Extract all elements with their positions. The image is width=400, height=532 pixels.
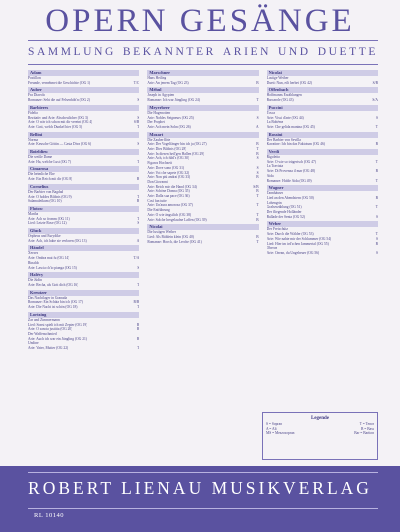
composer-section [147,87,258,102]
contents-columns [28,70,378,462]
item-title: Arie: Ozean, du Ungeheuer (OG 56) [266,250,320,255]
composer-heading: Marschner [147,70,258,76]
legend-row [266,431,374,436]
item-title: Così fan tutte [147,198,167,203]
legend-entry: Bar = Bariton [354,431,374,436]
item-title: Arie: Die Nacht ist schön (OG 18) [28,305,78,310]
composer-section [28,290,139,310]
list-item [28,199,139,204]
item-title: Barcarole (OG 43) [266,98,294,103]
item-voice: B [375,169,378,174]
list-item [28,239,139,244]
item-title: Arie: Wie nahte mir der Schlummer (OG 54) [266,236,332,241]
item-title: Arie: O holdes Bildnis (OG 9) [28,194,72,199]
item-title: Lustige Weiber [266,76,289,80]
composer-heading: Meyerbeer [147,105,258,111]
item-title: Arie: Vater, Mutter (OG 22) [28,346,69,351]
contents-column-3 [267,70,378,462]
item-title: Arie: Non più andrai (OG 33) [147,175,191,180]
item-voice: B [136,327,140,332]
list-item [267,125,378,130]
list-item [28,98,139,103]
item-title: Der Barbier von Sevilla [266,137,301,142]
item-title: Arie: Nobles Seigneurs (OG 25) [147,115,194,120]
footer-band [0,466,400,532]
item-title: Arie: O wie ängstlich (OG 38) [147,212,192,217]
item-voice: S [375,250,378,255]
list-item [28,142,139,147]
item-title: Arie: In diesen heil'gen Hallen (OG 29) [147,151,205,156]
item-voice: B [256,142,259,147]
composer-section [28,105,139,130]
item-title: Arie: O wie so trügerisch (OG 47) [266,159,316,164]
list-item [267,98,378,103]
item-title: Die Entführung [147,208,170,213]
item-title: Arie: Ha, welche Lust (OG 7) [28,159,71,164]
composer-heading: Méhul [147,87,258,93]
item-title: Lied an den Abendstern (OG 50) [266,195,314,200]
item-title: Die lustigen Weiber [147,230,176,235]
item-title: Hans Heiling [147,76,167,80]
item-voice: B [136,177,140,182]
item-title: Romanze: Seht die auf Felsenhöh'n (OG 2) [28,98,90,103]
composer-heading: Rossini [267,132,378,138]
item-voice: S [256,156,259,161]
item-voice: T [256,147,259,152]
item-title: Arie: Recha, als Gott dich (OG 16) [28,282,79,287]
item-title: Arie: Durch die Wälder (OG 53) [266,232,314,237]
item-title: Orpheus und Eurydike [28,234,61,239]
list-item [28,346,139,351]
item-title: Das Nachtlager in Granada [28,295,68,300]
item-voice: T [256,239,259,244]
list-item [28,221,139,226]
item-title: Oberon [266,246,278,251]
item-voice: T [256,203,259,208]
item-title: Arie: Vissi d'arte (OG 44) [266,115,304,120]
item-title: Arie: Che gelida manina (OG 45) [266,124,315,129]
composer-heading: Adam [28,70,139,76]
item-voice: A [136,238,140,243]
item-voice: B [136,336,140,341]
item-title: Die weiße Dame [28,155,53,160]
composer-section [267,132,378,147]
item-title: Arie: Ach so fromm (OG 11) [28,216,70,221]
item-voice: T [375,205,378,210]
item-title: Rinaldo [28,260,40,265]
page-title: OPERN GESÄNGE [45,3,355,39]
list-item [28,177,139,182]
item-title: Die Hugenotten [147,110,171,115]
item-title: Rigoletto [266,155,281,160]
item-voice: T [137,346,140,351]
item-title: Arie: Gott, welch Dunkel hier (OG 5) [28,124,83,129]
composer-heading: Lortzing [28,312,139,318]
legend-heading: Legende [310,416,330,421]
item-title: Arie: Dove sono (OG 31) [147,165,185,170]
composer-section [147,132,258,223]
composer-section [28,184,139,204]
item-title: La Traviata [266,164,284,169]
item-title: Lied: Sonst spielt ich mit Zepter (OG 19) [28,322,88,327]
item-title: Arie: Reich mir die Hand (OG 34) [147,184,197,189]
item-voice: T [137,194,140,199]
composer-heading: Cimarosa [28,166,139,172]
composer-section [267,185,378,219]
item-title: Zar und Zimmermann [28,317,60,322]
legend-entry: A = Alt [266,426,277,431]
composer-section [267,149,378,183]
composer-section [147,105,258,130]
composer-heading: Puccini [267,105,378,111]
list-item [267,142,378,147]
catalog-code: RL 10140 [34,512,64,519]
composer-section [28,149,139,164]
item-title: Romanze: Ich war Jüngling (OG 24) [147,98,200,103]
composer-heading: Flotow [28,206,139,212]
publisher-name: ROBERT LIENAU MUSIKVERLAG [28,478,372,498]
item-title: Die Jüdin [28,278,42,283]
item-voice: B [256,189,259,194]
item-voice: S [375,214,378,219]
item-voice: S/B [253,184,259,189]
item-title: Der fliegende Holländer [266,210,302,215]
item-voice: B [375,195,378,200]
composer-section [267,87,378,102]
list-item [147,98,258,103]
list-item [147,81,258,86]
legend-entry: MS = Mezzosopran [266,431,295,436]
subtitle-word: DUETTE [317,46,378,58]
list-item [147,218,258,223]
item-voice: B [256,151,259,156]
item-title: Arie: Ein Reich mit dir (OG 8) [28,177,73,182]
item-title: Freunde, vernehmet die Geschichte (OG 1) [28,80,91,85]
item-title: Arie: Schöne Donna (OG 35) [147,189,190,194]
item-voice: T [137,216,140,221]
item-title: Der Prophet [147,120,165,125]
item-title: Martha [28,211,39,216]
item-title: Romanze: Holde Aida (OG 49) [266,178,312,183]
item-title: Romanze: Horch, die Lerche (OG 41) [147,239,202,244]
list-item [28,283,139,288]
item-title: Ballade der Senta (OG 52) [266,214,305,219]
composer-section [267,105,378,130]
item-title: Salamaleikum (OG 10) [28,199,62,204]
item-title: Die Zauberflöte [147,137,171,142]
composer-heading: Offenbach [267,87,378,93]
item-voice: T/C [133,80,140,85]
item-title: Lied: Letzte Rose (OG 12) [28,221,67,226]
composer-section [28,166,139,181]
composer-section [28,312,139,351]
item-title: Xerxes [28,251,39,256]
item-title: Der Freischütz [266,227,288,232]
item-title: Arie: O sancta justitia (OG 20) [28,327,73,332]
item-voice: S [137,142,140,147]
composer-section [28,245,139,270]
item-title: Gralserzählung (OG 51) [266,205,302,210]
item-voice: T [137,159,140,164]
item-title: Arie: O wär ich schon mit dir vereint (OG 4) [28,120,93,125]
title-rule [28,40,378,41]
subtitle-rule [28,64,378,65]
item-voice: S [375,236,378,241]
item-voice: T/A [133,256,140,261]
list-item [28,266,139,271]
composer-section [28,87,139,102]
composer-heading: Halévy [28,272,139,278]
item-title: Fidelio [28,110,39,115]
composer-heading: Nicolai [147,224,258,230]
item-title: Arie: Ach mein Sohn (OG 26) [147,124,191,129]
list-item [267,81,378,86]
item-title: Arie: Auch ich war ein Jüngling (OG 21) [28,336,87,341]
contents-column-2 [147,70,258,462]
composer-heading: Verdi [267,149,378,155]
composer-heading: Gluck [28,228,139,234]
item-title: Lied: Hier im ird'schen Jammertal (OG 55) [266,241,329,246]
item-voice: S [256,115,259,120]
item-title: Arie: Keusche Göttin — Casta Diva (OG 6) [28,142,92,147]
composer-section [267,221,378,255]
contents-column-1 [28,70,139,462]
item-title: Arie: Ombra mai fu (OG 14) [28,256,70,261]
composer-heading: Händel [28,245,139,251]
item-voice: T [256,98,259,103]
item-title: Arie: Un'aura amorosa (OG 37) [147,203,193,208]
composer-heading: Boieldieu [28,149,139,155]
item-voice: T [375,159,378,164]
item-title: Die heimliche Ehe [28,172,55,177]
composer-heading: Bellini [28,132,139,138]
legend-entry: T = Tenor [359,422,374,426]
item-title: Arie: Der Vogelfänger bin ich ja (OG 27) [147,142,207,147]
list-item [28,81,139,86]
item-title: Don Giovanni [147,179,168,184]
item-voice: S [137,221,140,226]
item-title: Arie: An jenem Tag (OG 23) [147,80,189,85]
item-title: Postillon [28,76,41,80]
item-voice: B [136,199,140,204]
item-title: Lied: Als Büblein klein (OG 40) [147,234,194,239]
item-voice: T [256,194,259,199]
composer-section [147,70,258,85]
composer-section [28,206,139,226]
footer-rule [28,508,378,509]
item-title: Lohengrin [266,200,282,205]
item-title: Norma [28,137,38,142]
composer-heading: Weber [267,221,378,227]
composer-heading: Barbieres [28,105,139,111]
composer-section [28,70,139,85]
item-title: Der Barbier von Bagdad [28,189,64,194]
item-title: Tannhäuser [266,191,284,196]
item-voice: A [256,124,259,129]
composer-heading: Auber [28,87,139,93]
list-item [28,125,139,130]
item-voice: T [137,124,140,129]
list-item [147,125,258,130]
legend-entry: B = Bass [360,426,374,431]
list-item [267,251,378,256]
subtitle [0,46,400,58]
item-title: Arie: Ach, ich fühl's (OG 30) [147,156,190,161]
list-item [267,215,378,220]
composer-heading: Kreutzer [28,290,139,296]
item-voice: T [137,305,140,310]
item-voice: S [256,165,259,170]
item-title: Hoffmanns Erzählungen [266,93,302,98]
item-voice: B [256,80,259,85]
item-voice: T [256,212,259,217]
item-title: Arie: Dalla sua pace (OG 36) [147,194,190,199]
subtitle-word: UND [278,46,311,58]
item-voice: S/A [372,98,378,103]
item-voice: B [375,142,378,147]
item-voice: S/B [372,80,378,85]
item-title: Arie: Dies Bildnis (OG 28) [147,147,187,152]
list-item [28,305,139,310]
subtitle-word: BEKANNTER [122,46,216,58]
item-title: Fra Diavolo [28,93,46,98]
header [0,0,400,66]
item-title: La Bohème [266,120,284,125]
item-title: Arie: Voi che sapete (OG 32) [147,170,190,175]
composer-heading: Nicolai [267,70,378,76]
item-title: Rezitativ und Arie: Abscheulicher (OG 3) [28,115,88,120]
item-voice: S [375,115,378,120]
item-voice: T [137,282,140,287]
item-title: Undine [28,341,39,346]
composer-section [147,224,258,244]
list-item [267,179,378,184]
composer-heading: Wagner [267,185,378,191]
item-title: Romanze: Ein Schütz bin ich (OG 17) [28,300,83,305]
composer-section [28,272,139,287]
item-title: Arie: Lascia ch'io pianga (OG 15) [28,265,77,270]
item-voice: T [375,232,378,237]
footer-rule [28,472,378,473]
item-title: Arie: Di Provenza il mar (OG 48) [266,169,316,174]
item-voice: B [256,234,259,239]
item-voice: B [256,217,259,222]
item-voice: B [375,241,378,246]
item-voice: S [137,265,140,270]
item-title: Arie: Ach, ich habe sie verloren (OG 13) [28,238,87,243]
item-title: Der Waffenschmied [28,331,57,336]
item-voice: T [375,124,378,129]
item-title: Tosca [266,110,275,115]
item-voice: B [136,322,140,327]
subtitle-word: SAMMLUNG [28,46,116,58]
legend-entry: S = Sopran [266,422,283,426]
item-voice: S/B [133,120,140,125]
item-title: Kavatine: Ich bin das Faktotum (OG 46) [266,142,325,147]
item-voice: S [137,98,140,103]
composer-heading: Mozart [147,132,258,138]
item-title: Joseph in Ägypten [147,93,175,98]
composer-section [267,70,378,85]
subtitle-word: ARIEN [222,46,272,58]
composer-heading: Cornelius [28,184,139,190]
item-voice: S [137,115,140,120]
list-item [28,160,139,165]
item-title: Figaros Hochzeit [147,161,172,166]
composer-section [28,132,139,147]
item-title: Duett: Nun, eilt herbei (OG 42) [266,80,312,85]
composer-section [28,228,139,243]
list-item [147,240,258,245]
item-title: Arie: Solche hergelaufne Laffen (OG 39) [147,217,207,222]
legend-box [262,412,378,460]
item-title: Aida [266,173,274,178]
item-voice: T [375,178,378,183]
item-voice: B/B [133,300,140,305]
item-voice: S [256,170,259,175]
item-voice: B [256,175,259,180]
